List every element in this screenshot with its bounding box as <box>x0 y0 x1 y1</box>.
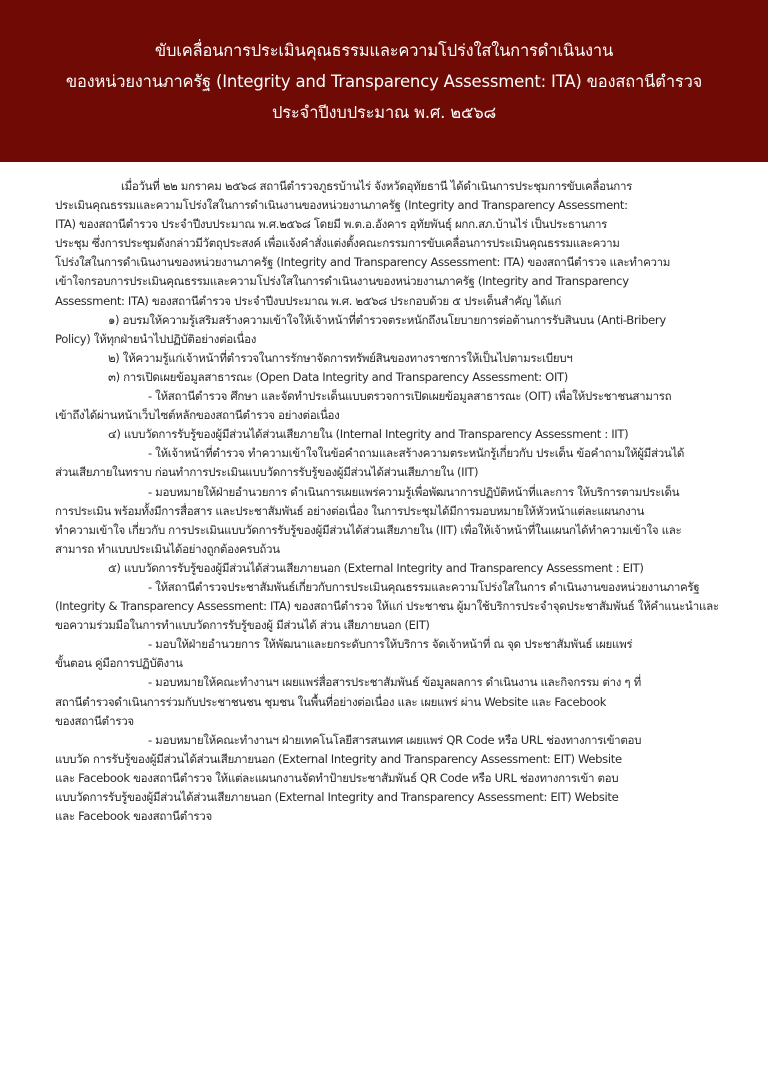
list-item-line: ๕) แบบวัดการรับรู้ของผู้มีส่วนได้ส่วนเสียภายนอก (External Integrity and Transparency Assessment : EIT) <box>108 560 644 575</box>
sub-item-line: - ให้สถานีตำรวจ ศึกษา และจัดทำประเด็นแบบตรวจการเปิดเผยข้อมูลสาธารณะ (OIT) เพื่อให้ประชาชนสามารถ <box>148 389 672 404</box>
page-title-line-1: ขับเคลื่อนการประเมินคุณธรรมและความโปร่งใสในการดำเนินงาน <box>154 40 614 60</box>
document-body <box>55 177 719 826</box>
sub-item-line: (Integrity & Transparency Assessment: ITA) ของสถานีตำรวจ ให้แก่ ประชาชน ผู้มาใช้บริการประจำจุดประชาสัมพันธ์ ให้คำแนะนำและ <box>55 599 719 614</box>
intro-line: Assessment: ITA) ของสถานีตำรวจ ประจำปีงบประมาณ พ.ศ. ๒๕๖๘ ประกอบด้วย ๕ ประเด็นสำคัญ ได้แก่ <box>55 293 562 308</box>
page-title-line-2: ของหน่วยงานภาครัฐ (Integrity and Transparency Assessment: ITA) ของสถานีตำรวจ <box>65 71 703 91</box>
page-header-banner <box>0 0 768 162</box>
sub-item-line: สามารถ ทำแบบประเมินได้อย่างถูกต้องครบถ้วน <box>55 541 280 556</box>
sub-item-line: - มอบหมายให้คณะทำงานฯ ฝ่ายเทคโนโลยีสารสนเทศ เผยแพร่ QR Code หรือ URL ช่องทางการเข้าตอบ <box>148 732 642 747</box>
intro-line: เข้าใจกรอบการประเมินคุณธรรมและความโปร่งใสในการดำเนินงานของหน่วยงานภาครัฐ (Integrity and Transparency <box>55 274 629 289</box>
intro-line: ประชุม ซึ่งการประชุมดังกล่าวมีวัตถุประสงค์ เพื่อแจ้งคำสั่งแต่งตั้งคณะกรรมการขับเคลื่อนการประเมินคุณธรรมและความ <box>55 236 620 251</box>
list-item-line: ๒) ให้ความรู้แก่เจ้าหน้าที่ตำรวจในการรักษาจัดการทรัพย์สินของทางราชการให้เป็นไปตามระเบียบฯ <box>108 350 573 365</box>
sub-item-line: ขอความร่วมมือในการทำแบบวัดการรับรู้ของผู้ มีส่วนได้ ส่วน เสียภายนอก (EIT) <box>55 618 430 633</box>
sub-item-line: - ให้เจ้าหน้าที่ตำรวจ ทำความเข้าใจในข้อคำถามและสร้างความตระหนักรู้เกี่ยวกับ ประเด็น ข้อคำถามให้ผู้มีส่วนได้ <box>148 446 685 461</box>
sub-item <box>55 387 715 425</box>
intro-line: ประเมินคุณธรรมและความโปร่งใสในการดำเนินงานของหน่วยงานภาครัฐ (Integrity and Transparency Assessment: <box>55 198 628 213</box>
sub-item-line: ขั้นตอน คู่มือการปฏิบัติงาน <box>55 656 183 671</box>
sub-item-line: แบบวัด การรับรู้ของผู้มีส่วนได้ส่วนเสียภายนอก (External Integrity and Transparency Assessment: EIT) Website <box>55 751 622 766</box>
sub-item-line: สถานีตำรวจดำเนินการร่วมกับประชาชนชน ชุมชน ในพื้นที่อย่างต่อเนื่อง และ เผยแพร่ ผ่าน Website และ Facebook <box>55 694 607 709</box>
list-item-3 <box>55 368 715 425</box>
sub-item-line: และ Facebook ของสถานีตำรวจ <box>55 809 212 824</box>
intro-paragraph <box>55 177 715 311</box>
list-item-line: Policy) ให้ทุกฝ่ายนำไปปฏิบัติอย่างต่อเนื่อง <box>55 331 257 346</box>
sub-item-line: แบบวัดการรับรู้ของผู้มีส่วนได้ส่วนเสียภายนอก (External Integrity and Transparency Assessment: EIT) Website <box>55 790 619 804</box>
sub-item-line: เข้าถึงได้ผ่านหน้าเว็บไซต์หลักของสถานีตำรวจ อย่างต่อเนื่อง <box>55 408 340 423</box>
sub-item <box>55 444 715 482</box>
sub-item-line: - มอบหมายให้ฝ่ายอำนวยการ ดำเนินการเผยแพร่ความรู้เพื่อพัฒนาการปฏิบัติหน้าที่และการ ให้บริการตามประเด็น <box>148 484 680 499</box>
sub-item-line: - ให้สถานีตำรวจประชาสัมพันธ์เกี่ยวกับการประเมินคุณธรรมและความโปร่งใสในการ ดำเนินงานของหน่วยงานภาครัฐ <box>148 579 700 594</box>
sub-item-line: ของสถานีตำรวจ <box>55 713 134 728</box>
sub-item <box>55 673 715 730</box>
page-title-line-3: ประจำปีงบประมาณ พ.ศ. ๒๕๖๘ <box>271 102 497 122</box>
intro-line: โปร่งใสในการดำเนินงานของหน่วยงานภาครัฐ (Integrity and Transparency Assessment: ITA) ของสถานีตำรวจ และทำความ <box>55 255 671 270</box>
list-item-5 <box>55 559 719 826</box>
sub-item-line: การประเมิน พร้อมทั้งมีการสื่อสาร และประชาสัมพันธ์ อย่างต่อเนื่อง ในการประชุมได้มีการมอบหมายให้หัวหน้าแต่ละแผนกงาน <box>55 503 645 518</box>
sub-item-line: ทำความเข้าใจ เกี่ยวกับ การประเมินแบบวัดการรับรู้ของผู้มีส่วนได้ส่วนเสียภายใน (IIT) เพื่อให้เจ้าหน้าที่ในแผนกได้ทำความเข้าใจ และ <box>55 522 682 537</box>
sub-item-line: - มอบให้ฝ่ายอำนวยการ ให้พัฒนาและยกระดับการให้บริการ จัดเจ้าหน้าที่ ณ จุด ประชาสัมพันธ์ เผยแพร่ <box>148 637 633 652</box>
sub-item <box>55 578 719 635</box>
list-item-line: ๑) อบรมให้ความรู้เสริมสร้างความเข้าใจให้เจ้าหน้าที่ตำรวจตระหนักถึงนโยบายการต่อต้านการรับสินบน (Anti-Bribery <box>108 312 666 327</box>
sub-item <box>55 731 715 826</box>
list-item-1 <box>55 311 715 349</box>
sub-item <box>55 483 715 559</box>
intro-line: ITA) ของสถานีตำรวจ ประจำปีงบประมาณ พ.ศ.๒๕๖๘ โดยมี พ.ต.อ.อังคาร อุทัยพันธุ์ ผกก.สภ.บ้านไร่ เป็นประธานการ <box>55 217 607 232</box>
sub-item-line: ส่วนเสียภายในทราบ ก่อนทำการประเมินแบบวัดการรับรู้ของผู้มีส่วนได้ส่วนเสียภายใน (IIT) <box>55 465 479 480</box>
list-item-line: ๓) การเปิดเผยข้อมูลสาธารณะ (Open Data Integrity and Transparency Assessment: OIT) <box>108 369 568 384</box>
sub-item-line: และ Facebook ของสถานีตำรวจ ให้แต่ละแผนกงานจัดทำป้ายประชาสัมพันธ์ QR Code หรือ URL ช่องทางการเข้า ตอบ <box>55 770 619 785</box>
intro-line: เมื่อวันที่ ๒๒ มกราคม ๒๕๖๘ สถานีตำรวจภูธรบ้านไร่ จังหวัดอุทัยธานี ได้ดำเนินการประชุมการขับเคลื่อนการ <box>121 179 633 193</box>
list-item-2 <box>55 349 715 368</box>
sub-item-line: - มอบหมายให้คณะทำงานฯ เผยแพร่สื่อสารประชาสัมพันธ์ ข้อมูลผลการ ดำเนินงาน และกิจกรรม ต่าง ๆ ที่ <box>148 675 641 690</box>
sub-item <box>55 635 715 673</box>
list-item-4 <box>55 425 715 559</box>
list-item-line: ๔) แบบวัดการรับรู้ของผู้มีส่วนได้ส่วนเสียภายใน (Internal Integrity and Transparency Assessment : IIT) <box>108 427 629 442</box>
